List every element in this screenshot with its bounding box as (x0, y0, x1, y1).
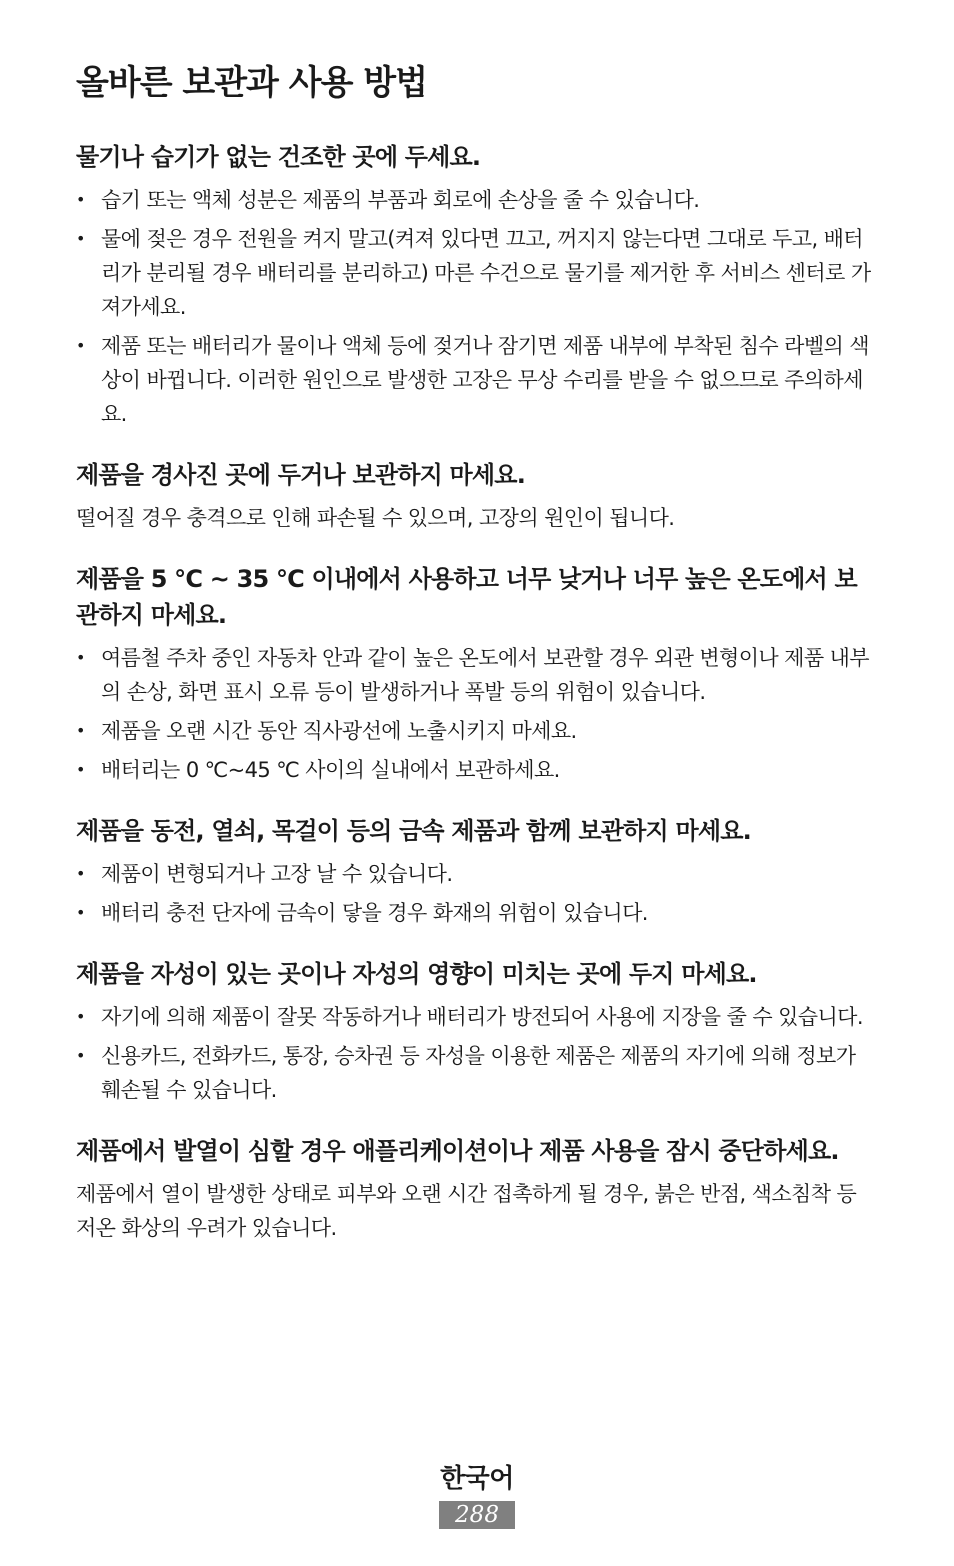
list-item (76, 1000, 876, 1034)
section-temperature (76, 561, 876, 787)
bullet-icon: • (76, 335, 85, 355)
list-item (76, 1039, 876, 1107)
bullet-list (76, 641, 876, 787)
list-item-text: 배터리는 0 ℃~45 ℃ 사이의 실내에서 보관하세요. (101, 757, 560, 782)
section-slope (76, 457, 876, 535)
list-item-text: 습기 또는 액체 성분은 제품의 부품과 회로에 손상을 줄 수 있습니다. (101, 187, 700, 212)
page-title: 올바른 보관과 사용 방법 (76, 63, 427, 103)
section-heading: 제품에서 발열이 심할 경우 애플리케이션이나 제품 사용을 잠시 중단하세요. (76, 1136, 839, 1165)
bullet-icon: • (76, 228, 85, 248)
page-footer (0, 1458, 954, 1529)
section-magnetic (76, 956, 876, 1107)
bullet-list (76, 857, 876, 930)
bullet-icon: • (76, 759, 85, 779)
list-item-text: 제품 또는 배터리가 물이나 액체 등에 젖거나 잠기면 제품 내부에 부착된 침수 라벨의 색상이 바뀝니다. 이러한 원인으로 발생한 고장은 무상 수리를 받을 수 없으므로 주의하세요. (101, 333, 869, 426)
list-item-text: 여름철 주차 중인 자동차 안과 같이 높은 온도에서 보관할 경우 외관 변형이나 제품 내부의 손상, 화면 표시 오류 등이 발생하거나 폭발 등의 위험이 있습니다. (101, 645, 869, 704)
bullet-icon: • (76, 902, 85, 922)
list-item (76, 857, 876, 891)
list-item-text: 물에 젖은 경우 전원을 켜지 말고(켜져 있다면 끄고, 꺼지지 않는다면 그대로 두고, 배터리가 분리될 경우 배터리를 분리하고) 마른 수건으로 물기를 제거한 후 서비스 센터로 가져가세요. (101, 226, 871, 319)
bullet-icon: • (76, 863, 85, 883)
bullet-list (76, 183, 876, 431)
list-item (76, 753, 876, 787)
bullet-list (76, 1000, 876, 1107)
list-item (76, 714, 876, 748)
section-heat (76, 1133, 876, 1245)
section-heading: 제품을 경사진 곳에 두거나 보관하지 마세요. (76, 460, 526, 489)
section-metal (76, 813, 876, 930)
section-heading: 제품을 동전, 열쇠, 목걸이 등의 금속 제품과 함께 보관하지 마세요. (76, 816, 751, 845)
section-paragraph: 제품에서 열이 발생한 상태로 피부와 오랜 시간 접촉하게 될 경우, 붉은 반점, 색소침착 등 저온 화상의 우려가 있습니다. (76, 1181, 857, 1240)
page-number: 288 (439, 1501, 515, 1529)
list-item-text: 제품을 오랜 시간 동안 직사광선에 노출시키지 마세요. (101, 718, 577, 743)
list-item (76, 183, 876, 217)
list-item-text: 자기에 의해 제품이 잘못 작동하거나 배터리가 방전되어 사용에 지장을 줄 수 있습니다. (101, 1004, 863, 1029)
list-item (76, 641, 876, 709)
list-item-text: 제품이 변형되거나 고장 날 수 있습니다. (101, 861, 453, 886)
list-item (76, 896, 876, 930)
section-heading: 제품을 5 °C ~ 35 °C 이내에서 사용하고 너무 낮거나 너무 높은 온도에서 보관하지 마세요. (76, 564, 857, 629)
list-item (76, 222, 876, 324)
bullet-icon: • (76, 1045, 85, 1065)
footer-language: 한국어 (440, 1464, 514, 1494)
list-item-text: 신용카드, 전화카드, 통장, 승차권 등 자성을 이용한 제품은 제품의 자기에 의해 정보가 훼손될 수 있습니다. (101, 1043, 856, 1102)
bullet-icon: • (76, 720, 85, 740)
section-paragraph: 떨어질 경우 충격으로 인해 파손될 수 있으며, 고장의 원인이 됩니다. (76, 505, 675, 530)
bullet-icon: • (76, 1006, 85, 1026)
list-item-text: 배터리 충전 단자에 금속이 닿을 경우 화재의 위험이 있습니다. (101, 900, 648, 925)
bullet-icon: • (76, 647, 85, 667)
document-page (76, 62, 876, 1271)
section-dry-place (76, 139, 876, 431)
section-heading: 제품을 자성이 있는 곳이나 자성의 영향이 미치는 곳에 두지 마세요. (76, 959, 757, 988)
section-heading: 물기나 습기가 없는 건조한 곳에 두세요. (76, 142, 481, 171)
bullet-icon: • (76, 189, 85, 209)
list-item (76, 329, 876, 431)
